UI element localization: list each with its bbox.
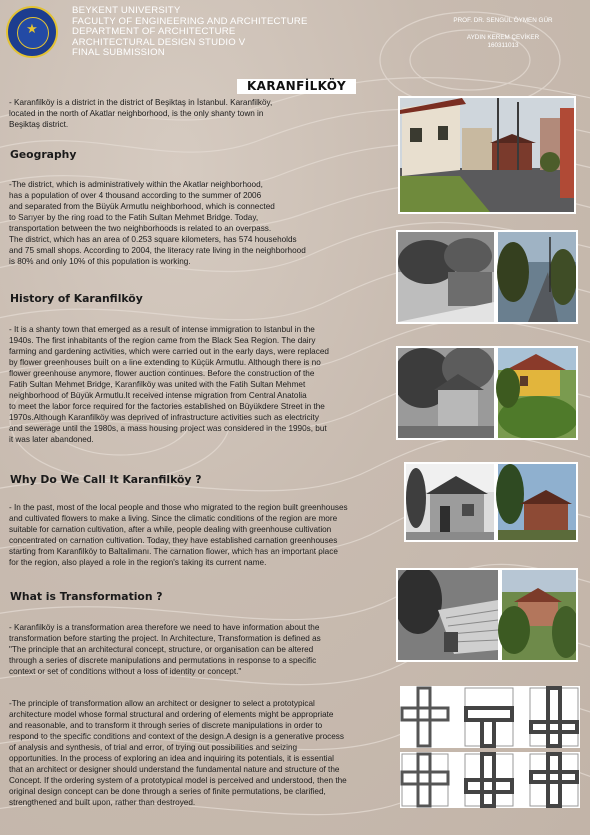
history-heading: History of Karanfilköy — [10, 292, 143, 305]
street-photo — [398, 96, 576, 214]
author-info — [428, 17, 578, 50]
page-title: KARANFİLKÖY — [246, 79, 347, 93]
student-name: AYDIN KEREM ÇEVİKER — [466, 34, 540, 41]
poster-header — [0, 0, 590, 66]
transformation-diagrams-row-2 — [400, 752, 580, 808]
supervisor-name: PROF. DR. SENGÜL ÖYMEN GÜR — [453, 17, 553, 24]
university-logo — [6, 6, 58, 58]
transformation-heading: What is Transformation ? — [10, 590, 163, 603]
why-heading: Why Do We Call It Karanfilköy ? — [10, 473, 202, 486]
roof-tiles-photos — [396, 568, 578, 662]
intro-text: - Karanfilköy is a district in the district of Beşiktaş in İstanbul. Karanfilköy, located in the north of Akatlar neighborhood, is the only shanty town in Beşiktaş district. — [9, 98, 273, 129]
transformation-text: - Karanfilköy is a transformation area therefore we need to have information about the transformation before starting the project. In Architecture, Transformation is defined as "The principle that an architectural concept, structure, or organisation can be altered through a series of discrete manipulations and permutations in response to a specific context or set of conditions without a loss of identity or concept." — [9, 623, 321, 676]
transformation-diagram-4 — [402, 754, 448, 806]
department-name: DEPARTMENT OF ARCHITECTURE — [72, 26, 236, 38]
transformation-diagram-1 — [402, 688, 448, 746]
village-houses-photos — [396, 346, 578, 440]
star-icon: ★ — [26, 22, 38, 37]
university-info — [72, 6, 308, 59]
transformation-diagram-3 — [530, 688, 578, 746]
submission-label: FINAL SUBMISSION — [72, 47, 165, 59]
studio-name: ARCHITECTURAL DESIGN STUDIO V — [72, 36, 246, 48]
transformation-diagram-6 — [530, 754, 578, 806]
faculty-name: FACULTY OF ENGINEERING AND ARCHITECTURE — [72, 15, 308, 27]
transformation-diagrams — [400, 686, 580, 748]
student-id: 160311013 — [487, 42, 519, 49]
transformation-diagram-2 — [465, 688, 513, 746]
transformation-principle-text: -The principle of transformation allow an architect or designer to select a prototypical architecture model whose formal structural and ordering of elements might be appropriate and reasonable, and to transform it through series of discrete manipulations in order to respond to the specific conditions and context of the design.A design is a generative process of analysis and synthesis, of trial and error, of trying out possibilities and seizing opportunities. In the process of exploring an idea and inquiring its potentials, it is essential that an architect or designer should understand the fundamental nature and structure of the Concept. If the ordering system of a prototypical model is perceived and understood, then the original design concept can be done through a series of finite permutations, be clarified, strengthened and built upon, rather than destroyed. — [9, 699, 347, 807]
university-name: BEYKENT UNIVERSITY — [72, 5, 181, 16]
old-street-photos — [396, 230, 578, 324]
transformation-diagram-5 — [465, 754, 513, 806]
history-text: - It is a shanty town that emerged as a result of intense immigration to Istanbul in the 1940s. The first inhabitants of the region came from the Black Sea Region. The dairy farming and gardening activities, which were carried out in the early days, were replaced by flower greenhouses built on a line extending to Küçük Armutlu. Although there is no flower greenhouse anymore, flower auction continues. Before the construction of the Fatih Sultan Mehmet Bridge, Karanfilköy was united with the Fatih Sultan Mehmet neighborhood of Büyük Armutlu.It received intense migration from Central Anatolia to meet the labor force required for the factories established on Büyükdere Street in the 1970s.Although Karanfilköy was deprived of infrastructure activities such as electricity and sewerage until the 1980s, a mass housing project was considered in the 1990s, but it was later abandoned. — [9, 325, 329, 444]
why-text: - In the past, most of the local people and those who migrated to the region built greenhouses and cultivated flowers to make a living. Since the climatic conditions of the region are more suitable for carnation cultivation, after a while, people dealing with greenhouse cultivation concentrated on carnation cultivation. Today, they have established carnation greenhouses starting from Karanfilköy to Baltalimanı. The carnation flower, which has an important place for the region, also played a role in the region's taking its current name. — [9, 503, 348, 567]
geography-heading: Geography — [10, 148, 77, 161]
geography-text: -The district, which is administratively within the Akatlar neighborhood, has a population of over 4 thousand according to the summer of 2006 and separated from the Büyük Armutlu neighborhood, which is connected to Sarıyer by the ring road to the Fatih Sultan Mehmet Bridge. Today, transportation between the two neighborhoods is related to an overpass. The district, which has an area of 0.253 square kilometers, has 574 households and 75 small shops. According to 2004, the literacy rate living in the neighborhood is 80% and only 10% of this population is working. — [9, 180, 306, 266]
greenhouse-buildings-photos — [404, 462, 578, 542]
